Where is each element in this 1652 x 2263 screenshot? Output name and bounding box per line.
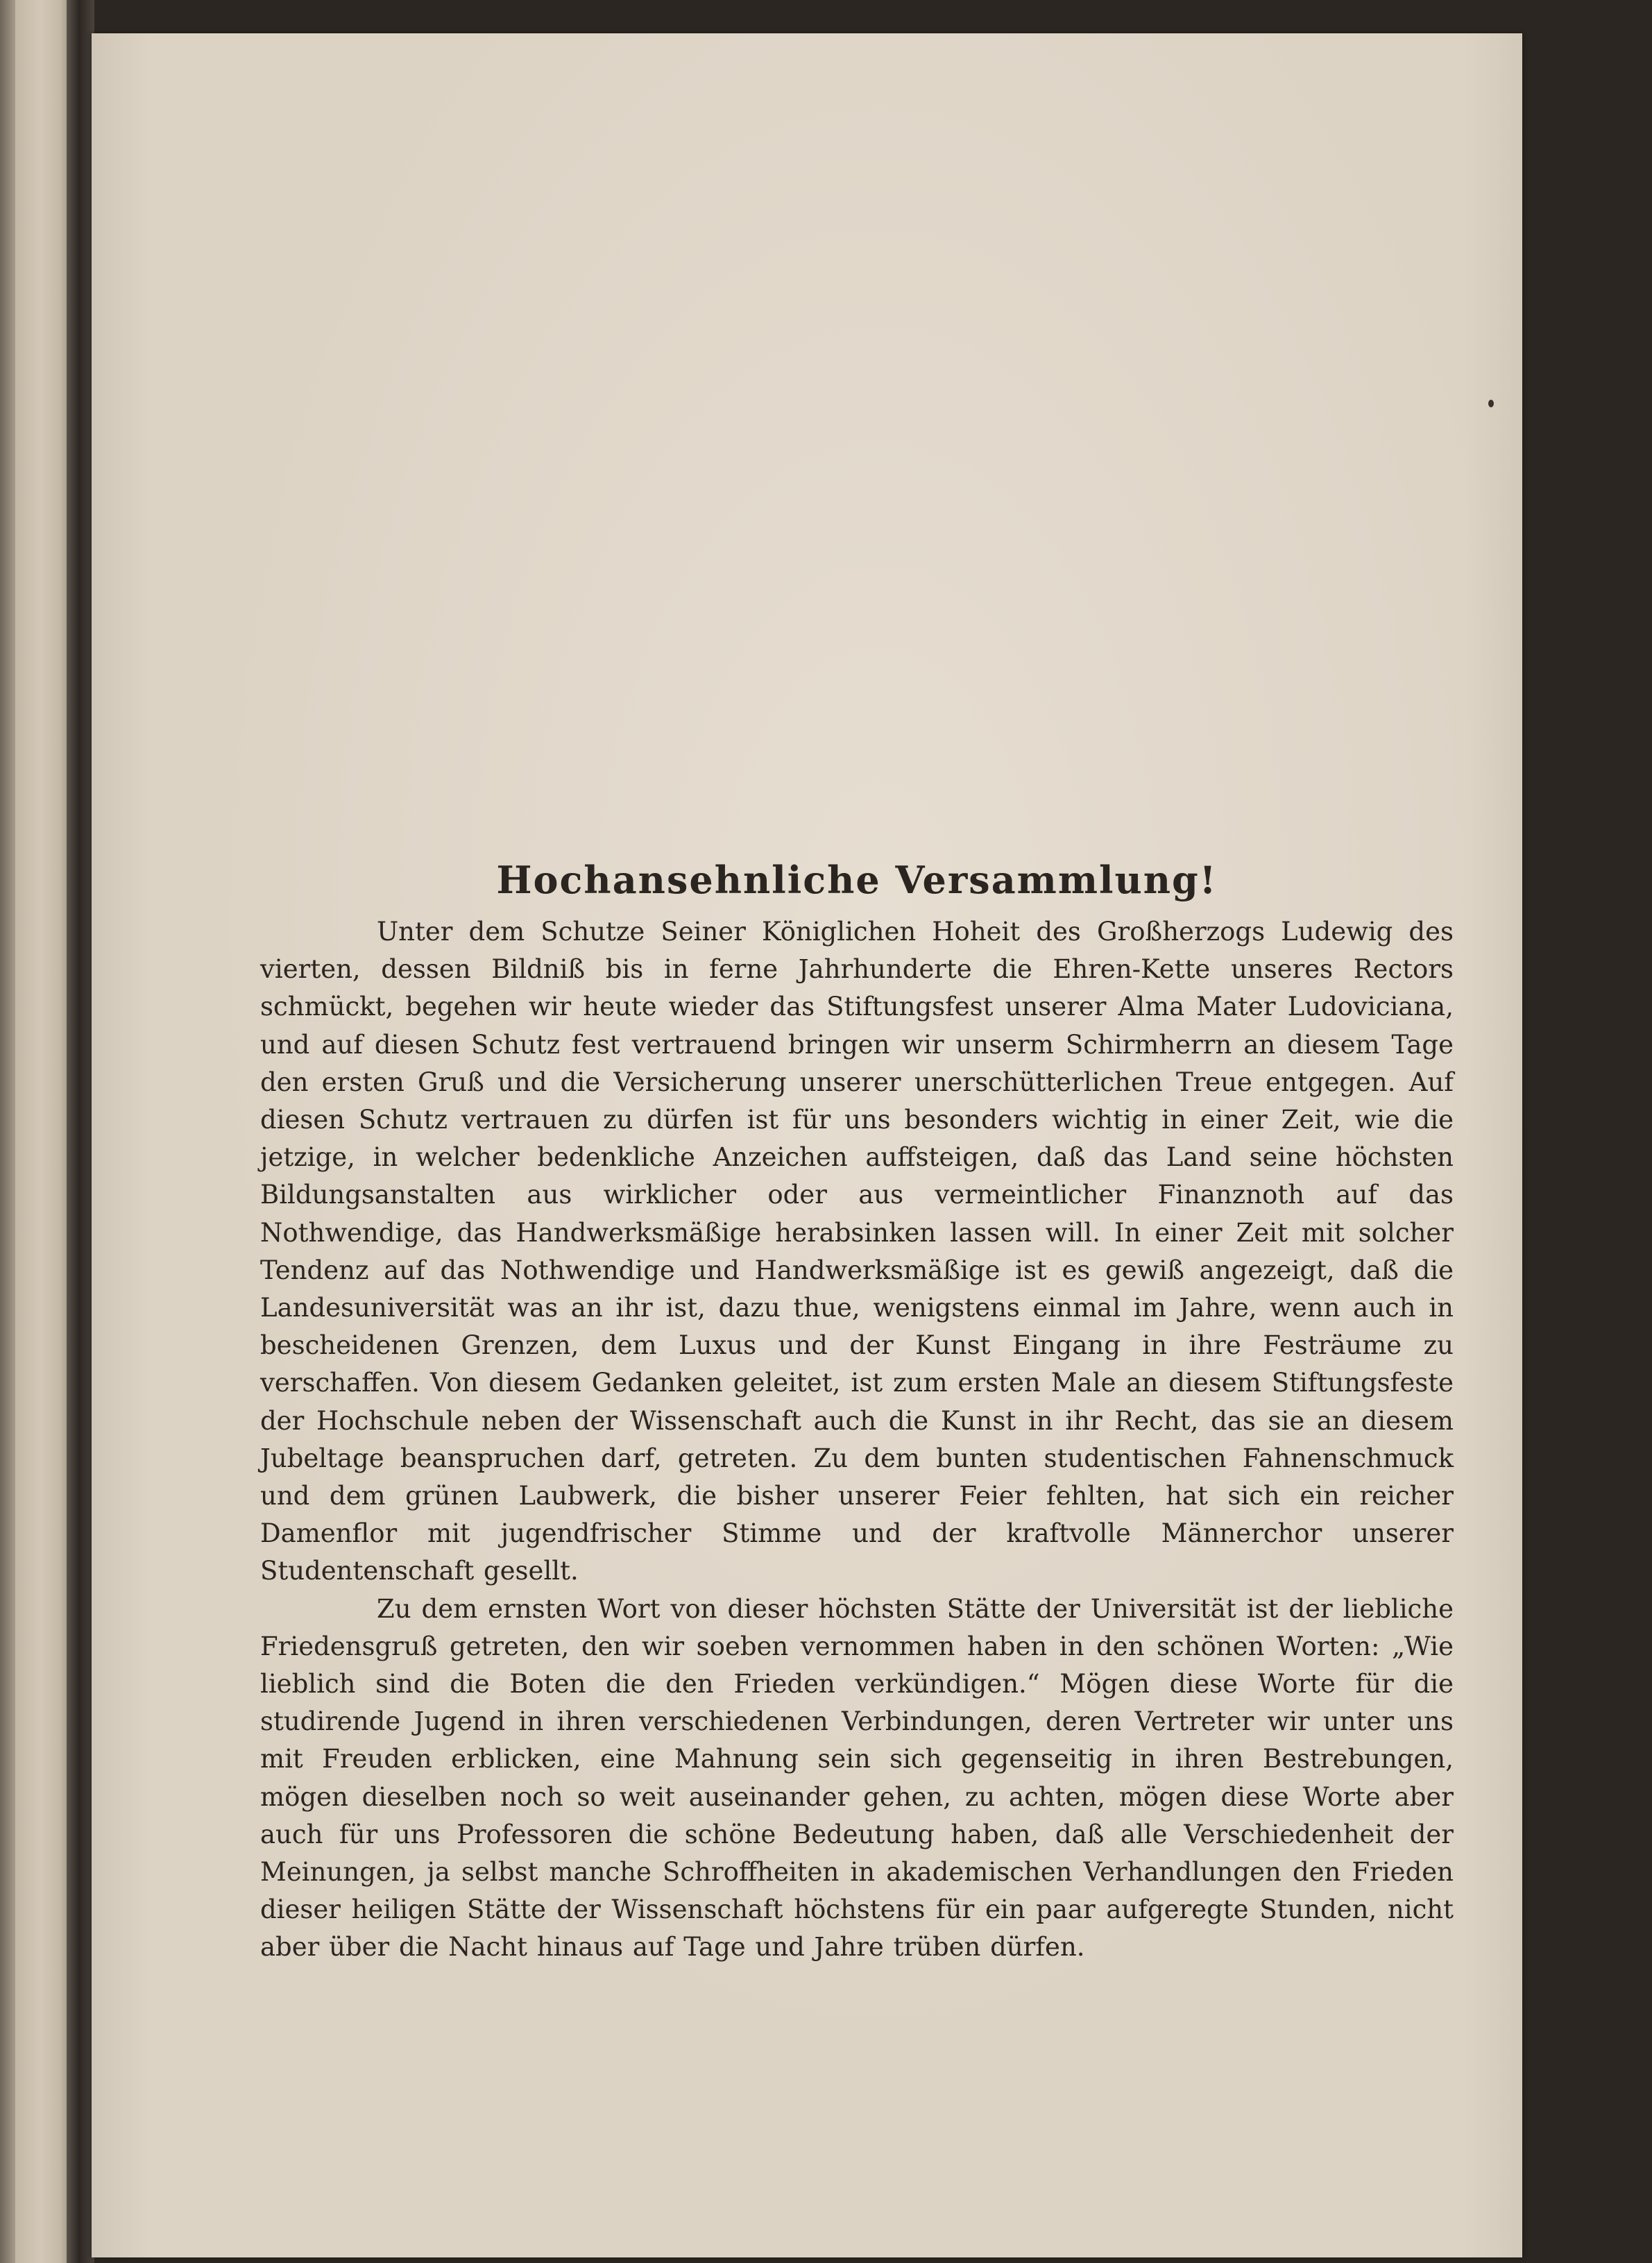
ink-speck [1488, 400, 1494, 407]
paragraph-2: Zu dem ernsten Wort von dieser höchsten Stätte der Universität ist der liebliche Friedensgruß getreten, den wir soeben vernommen haben in den schönen Worten: „Wie lieblich sind die Boten die den Frieden verkündigen.“ Mögen diese Worte für die studirende Jugend in ihren verschiedenen Verbindungen, deren Vertreter wir unter uns mit Freuden erblicken, eine Mahnung sein sich gegenseitig in ihren Bestrebungen, mögen dieselben noch so weit auseinander gehen, zu achten, mögen diese Worte aber auch für uns Professoren die schöne Bedeutung haben, daß alle Verschiedenheit der Meinungen, ja selbst manche Schroffheiten in akademischen Verhandlungen den Frieden dieser heiligen Stätte der Wissenschaft höchstens für ein paar aufgeregte Stunden, nicht aber über die Nacht hinaus auf Tage und Jahre trüben dürfen. [260, 1593, 1454, 1963]
book-gutter [67, 0, 94, 2263]
page-content [260, 852, 1454, 1967]
left-page-edge [0, 0, 15, 2263]
paragraph-1: Unter dem Schutze Seiner Königlichen Hoheit des Großherzogs Ludewig des vierten, dessen Bildniß bis in ferne Jahrhunderte die Ehren-Kette unseres Rectors schmückt, begehen wir heute wieder das Stiftungsfest unserer Alma Mater Ludoviciana, und auf diesen Schutz fest vertrauend bringen wir unserm Schirmherrn an diesem Tage den ersten Gruß und die Versicherung unserer unerschütterlichen Treue entgegen. Auf diesen Schutz vertrauen zu dürfen ist für uns besonders wichtig in einer Zeit, wie die jetzige, in welcher bedenkliche Anzeichen auffsteigen, daß das Land seine höchsten Bildungsanstalten aus wirklicher oder aus vermeintlicher Finanznoth auf das Nothwendige, das Handwerksmäßige herabsinken lassen will. In einer Zeit mit solcher Tendenz auf das Nothwendige und Handwerksmäßige ist es gewiß angezeigt, daß die Landesuniversität was an ihr ist, dazu thue, wenigstens einmal im Jahre, wenn auch in bescheidenen Grenzen, dem Luxus und der Kunst Eingang in ihre Festräume zu verschaffen. Von diesem Gedanken geleitet, ist zum ersten Male an diesem Stiftungsfeste der Hochschule neben der Wissenschaft auch die Kunst in ihr Recht, das sie an diesem Jubeltage beanspruchen darf, getreten. Zu dem bunten studentischen Fahnenschmuck und dem grünen Laubwerk, die bisher unserer Feier fehlten, hat sich ein reicher Damenflor mit jugendfrischer Stimme und der kraftvolle Männerchor unserer Studentenschaft gesellt. [260, 917, 1454, 1586]
page-title: Hochansehnliche Versammlung! [496, 858, 1218, 902]
